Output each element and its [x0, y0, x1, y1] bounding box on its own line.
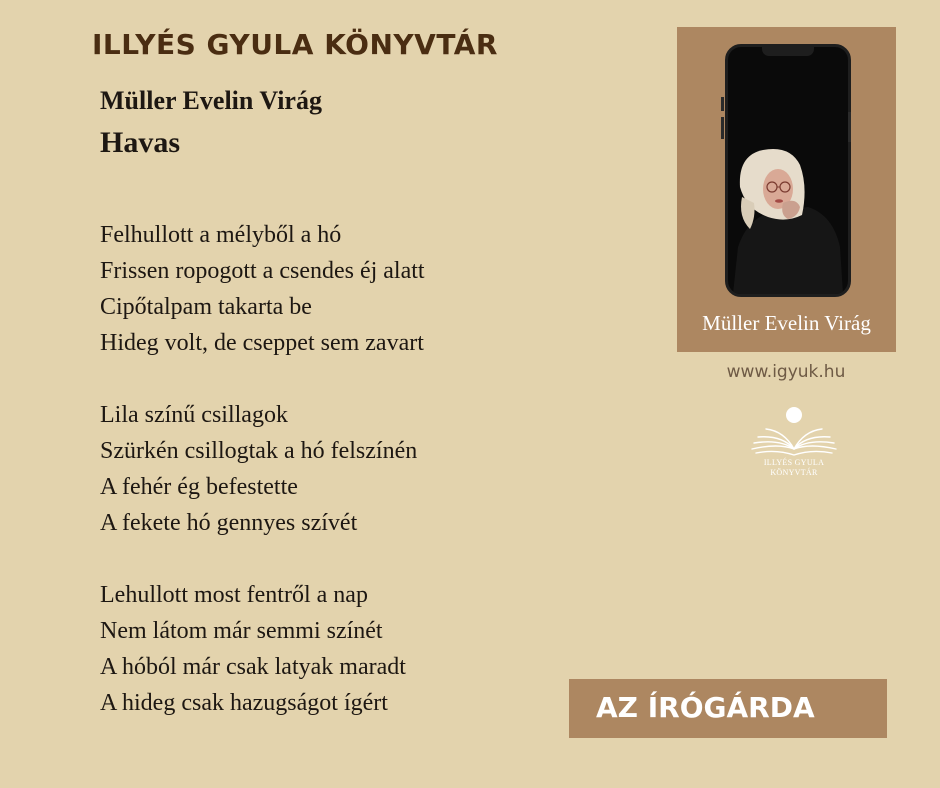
stanza-1 [100, 217, 425, 361]
photo-card-name: Müller Evelin Virág [702, 311, 871, 335]
poem-line: Szürkén csillogtak a hó felszínén [100, 438, 418, 464]
poem-line: Hideg volt, de cseppet sem zavart [100, 330, 424, 356]
author-portrait [728, 47, 848, 294]
poem-body [100, 217, 425, 721]
poem-title: Havas [100, 126, 181, 159]
poem-line: Felhullott a mélyből a hó [100, 222, 342, 248]
irogarda-label: AZ ÍRÓGÁRDA [596, 691, 815, 724]
poem-line: A fekete hó gennyes szívét [100, 510, 358, 536]
open-book-sun-icon [744, 403, 844, 458]
poem-line: Cipőtalpam takarta be [100, 294, 312, 320]
phone-side-button [721, 117, 724, 139]
poem-line: A hóból már csak latyak maradt [100, 654, 406, 680]
poem-line: A fehér ég befestette [100, 474, 298, 500]
irogarda-badge [569, 679, 887, 738]
logo-text-line1: ILLYÉS GYULA [763, 458, 825, 467]
stanza-3 [100, 577, 425, 721]
poem-line: Nem látom már semmi színét [100, 618, 383, 644]
poem-line: A hideg csak hazugságot ígért [100, 690, 388, 716]
poem-line: Lila színű csillagok [100, 402, 288, 428]
stanza-2 [100, 397, 425, 541]
poem-line: Lehullott most fentről a nap [100, 582, 368, 608]
library-title: ILLYÉS GYULA KÖNYVTÁR [92, 28, 498, 61]
poem-line: Frissen ropogott a csendes éj alatt [100, 258, 425, 284]
phone-portrait-icon [725, 44, 851, 297]
phone-side-button [848, 112, 851, 142]
library-logo [744, 403, 844, 483]
phone-side-button [721, 97, 724, 111]
website-link[interactable]: www.igyuk.hu [726, 362, 846, 382]
author-name: Müller Evelin Virág [100, 86, 322, 115]
author-photo-card [677, 27, 896, 352]
logo-text-line2: KÖNYVTÁR [770, 468, 818, 477]
phone-notch [762, 47, 814, 56]
